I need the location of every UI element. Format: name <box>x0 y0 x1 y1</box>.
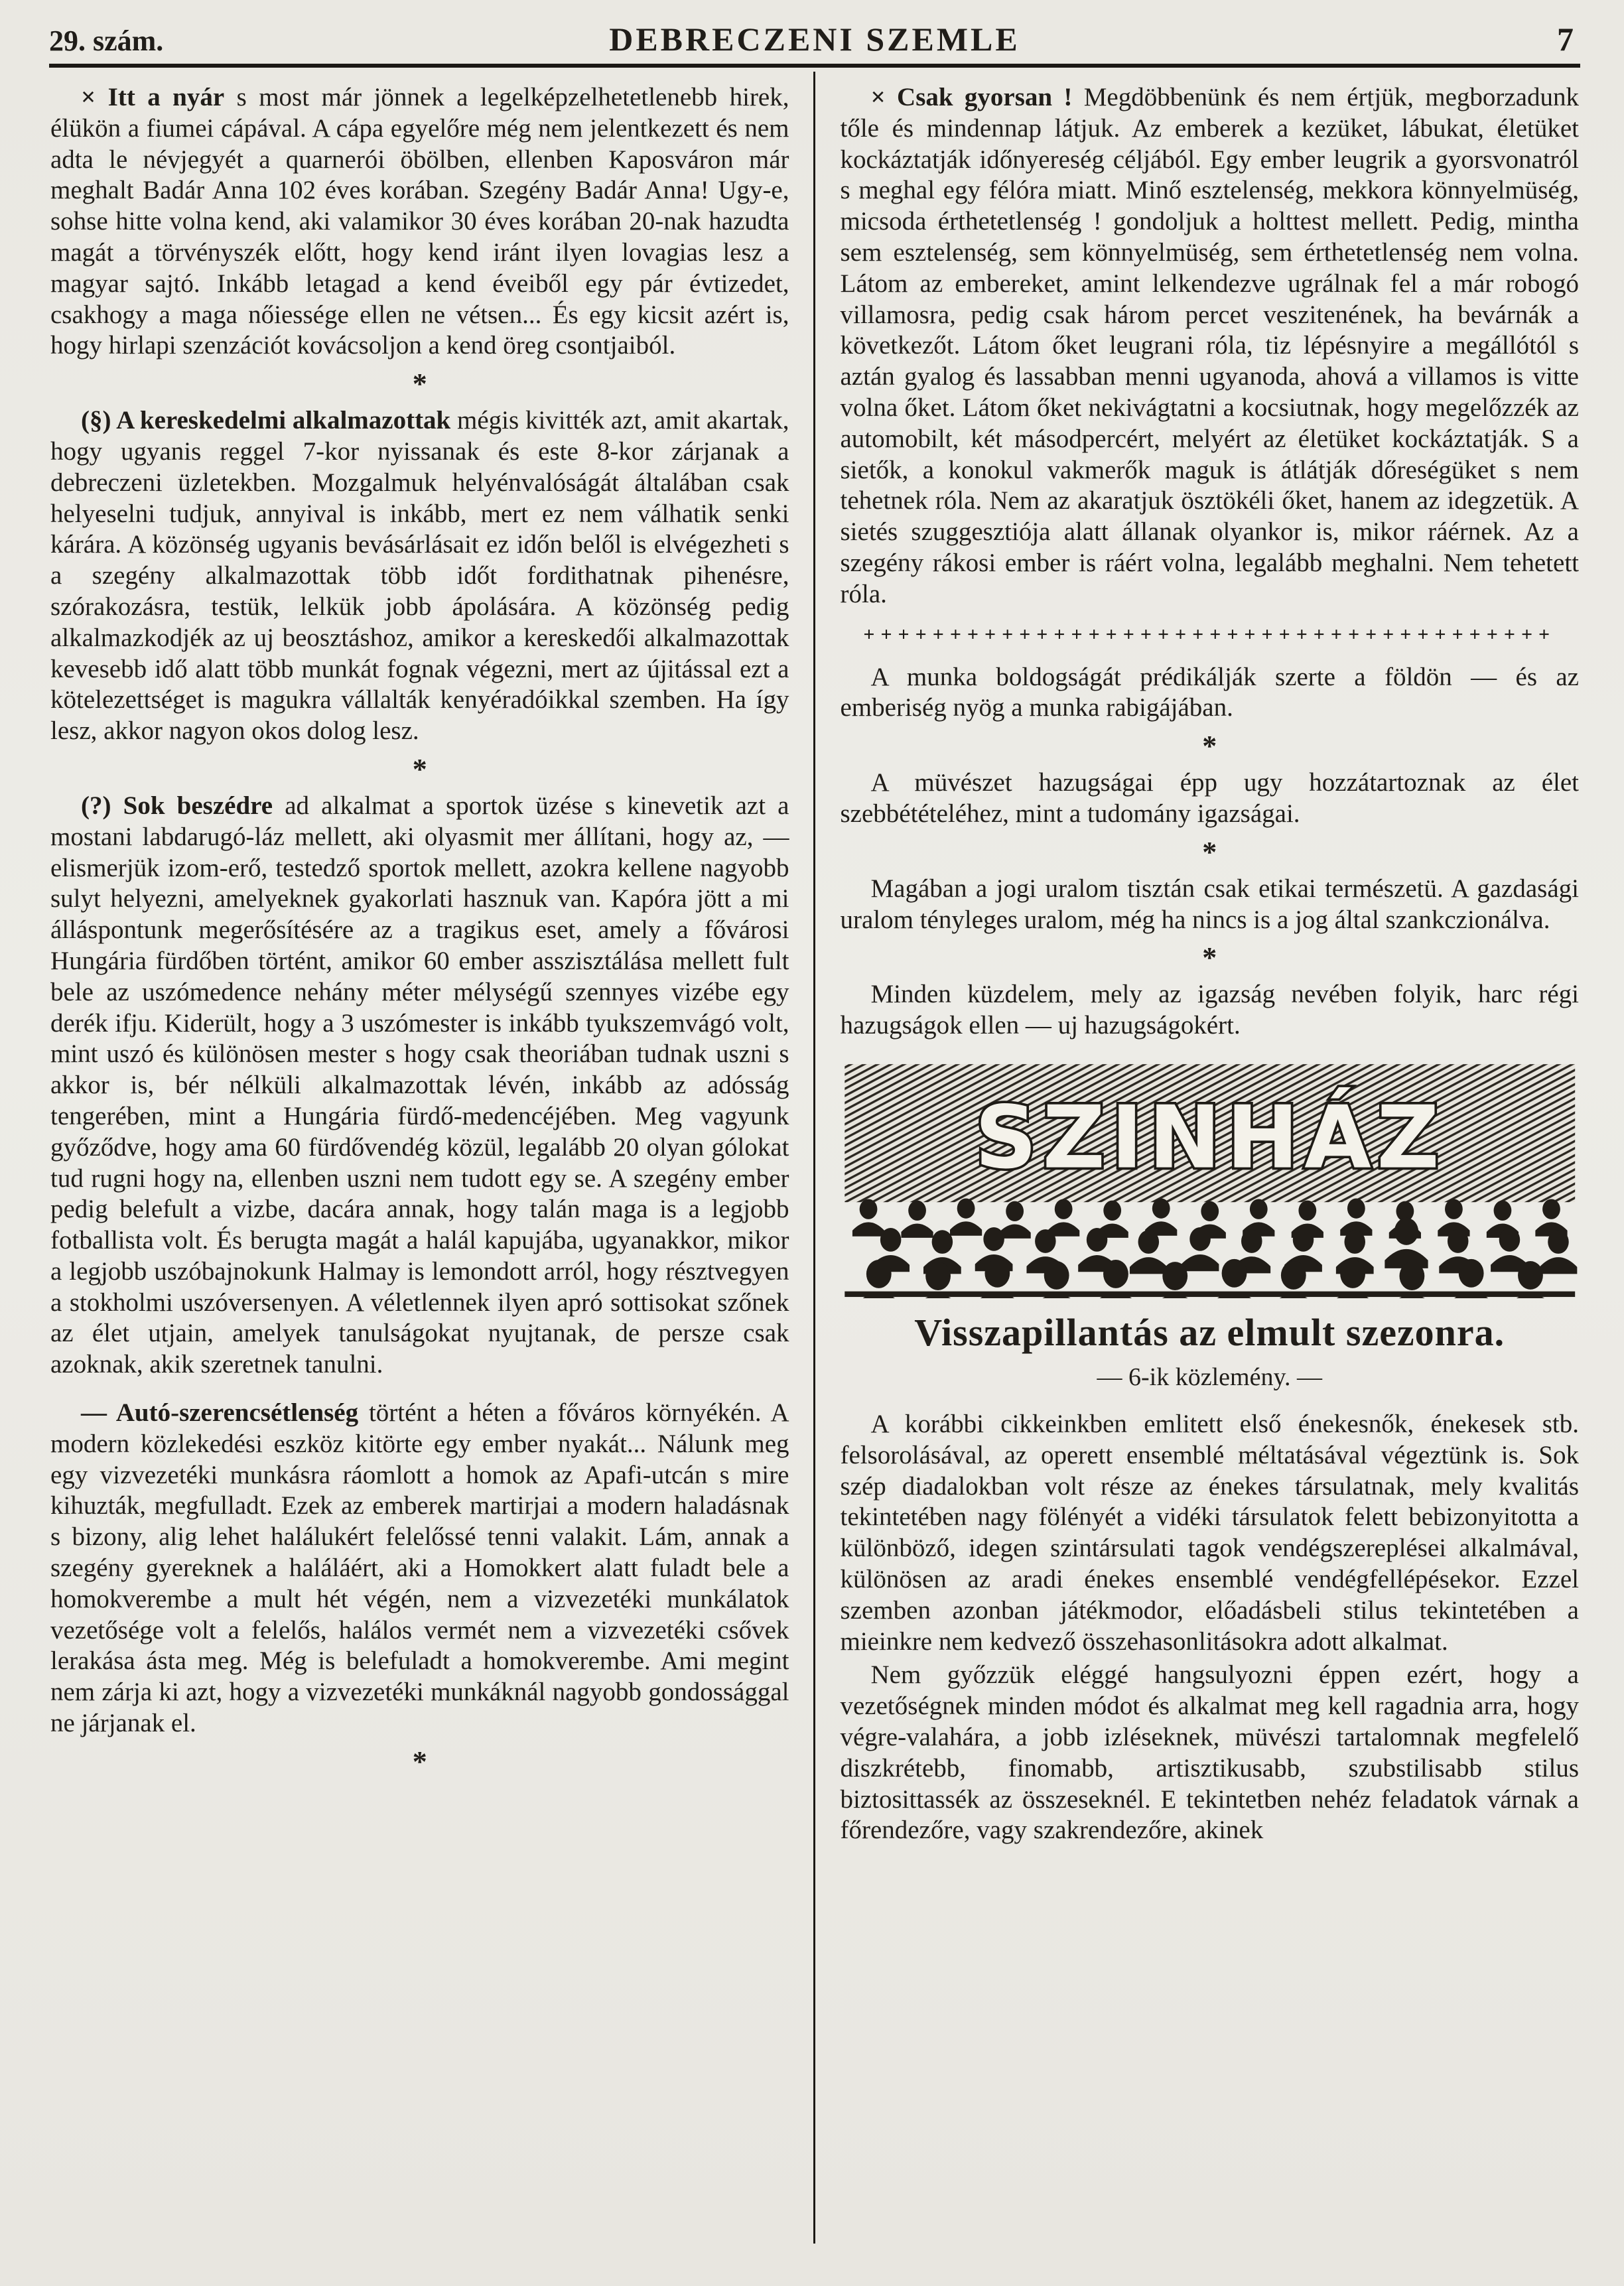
masthead-title: DEBRECZENI SZEMLE <box>609 21 1020 58</box>
aphorism: Minden küzdelem, mely az igazság nevében folyik, harc régi hazugságok ellen — uj hazugságokért. <box>840 980 1579 1040</box>
news-item-lead: (?) Sok beszédre <box>81 791 273 820</box>
illustration-baseline <box>845 1292 1575 1297</box>
news-item-lead: × Itt a nyár <box>81 83 225 111</box>
star-separator: * <box>1202 941 1217 975</box>
news-item-haste <box>841 82 1580 610</box>
left-column <box>49 72 813 2244</box>
news-item-text: történt a héten a főváros környékén. A modern közlekedési eszköz kitörte egy ember nyakát... Nálunk meg egy vizvezetéki munkásra ráomlott a homok az Apafi-utcán s mire kihuzták, megfulladt. Ezek az emberek martirjai a modern haladásnak s bizony, alig lehet halálukért felelőssé tenni valakit. Lám, annak a szegény gyereknek a haláláért, aki a Homokkert alatt fuladt bele a homokverembe a mult hét végén, nem a vizvezetéki munkálatok vezetősége volt a felelős, halálos vermét nem a vizvezetéki csővek lerakása ásta meg. Még is belefuladt a homokverembe. Ami megint nem zárja ki azt, hogy a vizvezetéki munkáknál nagyobb gondossággal ne járjanak el. <box>50 1398 789 1738</box>
news-item-lead: (§) A kereskedelmi alkalmazottak <box>81 406 451 435</box>
star-separator: * <box>1202 835 1217 868</box>
szinhaz-lettering: SZINHÁZ <box>974 1087 1445 1188</box>
news-item-text: Megdöbbenünk és nem értjük, megborzadunk tőle és mindennap látjuk. Az emberek a kezüket, lábukat, életüket kockáztatják időnyereség céljából. Egy ember leugrik a gyorsvonatról s meghal egy félóra miatt. Minő esztelenség, mekkora könnyelmüség, micsoda érthetetlenség ! gondoljuk a holttest mellett. Pedig, mintha sem esztelenség, sem könnyelmüség, sem érthetetlenség nem volna. Látom az embereket, amint lelkendezve ugrálnak fel a már robogó villamosra, pedig csak három percet veszitenének, ha bevárnák a következőt. Látom őket leugrani róla, tiz lépésnyire a megállótól s aztán gyalog és lassabban menni ugyanoda, ahová a villamos is vitte volna őket. Látom őket nekivágtatni a kocsiutnak, hogy megelőzzék az automobilt, két másodpercért, melyért az életüket kockáztatják. S a sietők, a konokul vakmerők maguk is átlátják dőreségüket s nem tehetnek róla. Nem az akaratjuk ösztökéli őket, hanem az idegzetük. A sietés szuggesztiója alatt állanak olyankor is, mikor ráérnek. Az a szegény rákosi ember is ráért volna, legalább meghalni. Nem tehetett róla. <box>840 83 1579 608</box>
article-paragraph: Nem győzzük eléggé hangsulyozni éppen ezért, hogy a vezetőségnek minden módot és alkalmat meg kell ragadnia arra, hogy végre-valahára, a jobb izléseknek, müvészi tartalomnak megfelelő diszkrétebb, finomabb, artisztikusabb, szubstilisabb stilus biztosittassék az összeseknél. E tekintetben nehéz feladatok várnak a főrendezőre, vagy szakrendezőre, akinek <box>840 1660 1579 1845</box>
news-item-accident <box>50 1398 789 1739</box>
page-header <box>49 20 1580 58</box>
article-paragraph: A korábbi cikkeinkben emlitett első énekesnők, énekesek stb. felsorolásával, az operett ensemblé méltatásával végeztünk is. Sok szép diadalokban volt része az énekes társulatnak, mely kvalitás tekintetében nagy fölényét a vidéki társulatok felett bebizonyitotta a különböző, idegen szintársulati tagok vendégszereplései alkalmával, különösen az aradi énekes ensemblé vendégfellépésekor. Ezzel szemben azonban játékmodor, előadásbeli stilus tekintetében a mieinkre nem kedvező összehasonlitásokra adott alkalmat. <box>840 1410 1579 1656</box>
news-item-text: s most már jönnek a legelképzelhetetlenebb hirek, élükön a fiumei cápával. A cápa egyelőre még nem jelentkezett és nem adta le névjegyét a quarnerói öbölben, ellenben Kaposváron már meghalt Badár Anna 102 éves korában. Szegény Badár Anna! Ugy-e, sohse hitte volna kend, aki valamikor 30 éves korában 20-nak hazudta magát a törvényszék előtt, hogy kend iránt ilyen lovagias lesz a magyar sajtó. Inkább letagad a kend éveiből egy pár évtizedet, csakhogy a maga nőiessége ellen ne vétsen... És egy kicsit azért is, hogy hirlapi szenzációt kovácsoljon a kend öreg csontjaiból. <box>50 83 789 360</box>
star-separator: * <box>412 1745 427 1778</box>
star-separator: * <box>412 752 427 785</box>
header-rule <box>49 64 1580 68</box>
news-item-sports <box>50 791 789 1380</box>
news-item-lead: — Autó-szerencsétlenség <box>81 1398 359 1428</box>
news-item-text: mégis kivitték azt, amit akartak, hogy ugyanis reggel 7-kor nyissanak és este 8-kor zárjanak a debreczeni üzletekben. Mozgalmuk helyénvalóságát általában csak helyeselni tudjuk, annyival is inkább, mert ez nem válhatik senki kárára. A közönség ugyanis bevásárlásait ez időn belől is elvégezheti s a szegény alkalmazottak több időt fordithatnak pihenésre, szórakozásra, testük, lelkük jobb ápolására. A közönség pedig alkalmazkodjék az uj beosztáshoz, amikor a kereskedői alkalmazottak kevesebb idő alatt több munkát fognak végezni, mert az újitással ezt a kötelezettséget is magukra vállalták kenyéradóikkal szemben. Ha így lesz, akkor nagyon okos dolog lesz. <box>50 406 789 746</box>
section-subtitle: — 6-ik közlemény. — <box>1097 1363 1322 1392</box>
theater-illustration-svg <box>841 1061 1580 1298</box>
news-item-shop-clerks <box>50 405 789 747</box>
right-column <box>815 72 1581 2244</box>
star-separator: * <box>412 368 427 401</box>
aphorism: A müvészet hazugságai épp ugy hozzátartoznak az élet szebbétételéhez, mint a tudomány igazságai. <box>840 768 1579 828</box>
news-item-lead: × Csak gyorsan ! <box>870 83 1073 111</box>
aphorism: A munka boldogságát prédikálják szerte a földön — és az emberiség nyög a munka rabigájában. <box>840 662 1579 722</box>
page-number: 7 <box>1557 21 1574 58</box>
section-title: Visszapillantás az elmult szezonra. <box>914 1311 1505 1355</box>
theater-illustration <box>841 1061 1580 1298</box>
ornament-divider: ++++++++++++++++++++++++++++++++++++++++ <box>863 623 1556 645</box>
aphorism: Magában a jogi uralom tisztán csak etikai természetü. A gazdasági uralom tényleges uralom, még ha nincs is a jog által szankczionálva. <box>840 874 1579 934</box>
issue-number: 29. szám. <box>49 25 164 57</box>
columns <box>49 72 1580 2244</box>
news-item-text: ad alkalmat a sportok üzése s kinevetik azt a mostani labdarugó-láz mellett, aki olyasmit mer állítani, hogy az, — elismerjük izom-erő, testedző sportok mellett, azokra kellene nagyobb sulyt helyezni, amelyeknek gyakorlati hasznuk van. Kapóra jött a mi álláspontunk megerősítésére az a tragikus eset, amely a fővárosi Hungária fürdőben történt, amikor 60 ember asszisztálása mellett fult bele az uszómedence nehány méter mélységű szennyes vizébe egy derék ifju. Kiderült, hogy a 3 uszómester is inkább tyukszemvágó volt, mint uszó és különösen mester s hogy csak theoriában tudnak uszni s akkor is, bér nélküli alkalmazottak lévén, inkább az adósság tengerében, mint a Hungária fürdő-medencéjében. Meg vagyunk győződve, hogy ama 60 fürdővendég közül, legalább 20 olyan gólokat tud rugni hogy na, ellenben uszni nem tudott egy se. A szegény ember pedig belefult a vizbe, dacára annak, hogy talán maga is a legjobb fotballista volt. És berugta magát a halál kapujába, ugyanakkor, mikor a legjobb uszóbajnokunk Halmay is lemondott arról, hogy résztvegyen a stokholmi uszóversenyen. A véletlennek ilyen apró sottisokat szőnek az élet utjain, amelyek tanulságokat nyujtanak, de persze csak azoknak, akik szeretnek tanulni. <box>50 791 789 1379</box>
news-item-summer <box>50 82 789 362</box>
star-separator: * <box>1202 730 1217 763</box>
